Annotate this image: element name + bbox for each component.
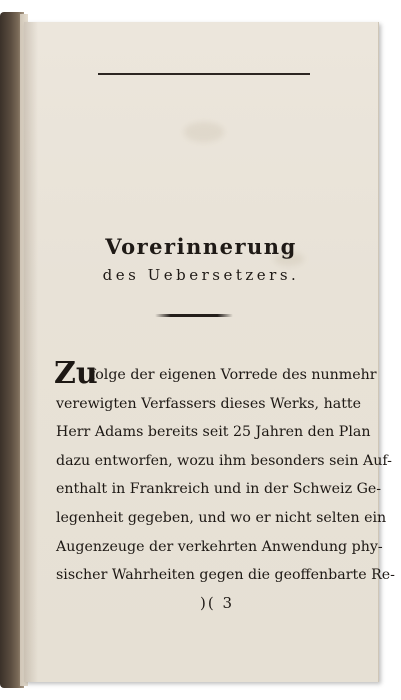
text-line: legenheit gegeben, und wo er nicht selten ein <box>56 509 387 526</box>
ornamental-rule <box>155 314 233 317</box>
text-line: dazu entworfen, wozu ihm besonders sein Auf- <box>56 452 392 469</box>
text-line: sischer Wahrheiten gegen die geoffenbarte Re- <box>56 567 395 584</box>
text-line-content: folge der eigenen Vorrede des nunmehr <box>90 367 377 383</box>
text-line: verewigten Verfassers dieses Werks, hatte <box>56 395 361 412</box>
page-signature: )( 3 <box>200 594 235 612</box>
text-line: enthalt in Frankreich und in der Schweiz Ge- <box>56 481 382 498</box>
text-line: Augenzeuge der verkehrten Anwendung phy- <box>56 538 383 555</box>
section-title: Vorerinnerung <box>105 234 297 259</box>
paper-stain <box>184 122 224 142</box>
section-subtitle: des Uebersetzers. <box>102 266 300 284</box>
body-paragraph <box>54 356 395 590</box>
text-line <box>54 356 377 391</box>
top-rule <box>98 73 310 75</box>
text-line: Herr Adams bereits seit 25 Jahren den Plan <box>56 424 371 441</box>
initial-letter: Zu <box>54 356 98 391</box>
